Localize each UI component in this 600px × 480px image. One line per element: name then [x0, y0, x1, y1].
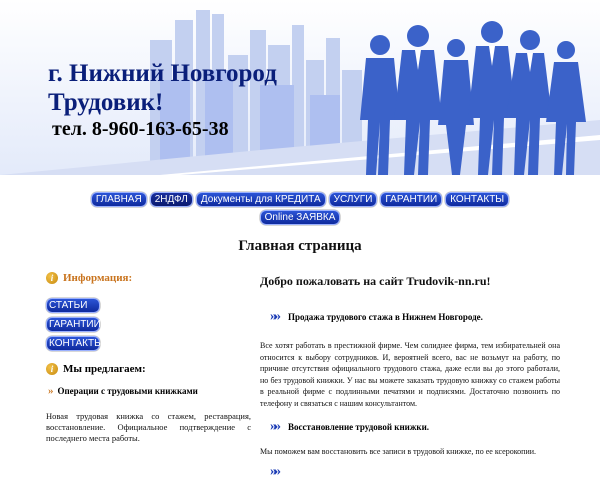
nav-credit-docs-button[interactable]: Документы для КРЕДИТА — [196, 192, 326, 207]
info-icon: i — [46, 363, 58, 375]
page-title: Главная страница — [238, 238, 362, 254]
sidebar-articles-button[interactable]: СТАТЬИ — [46, 298, 100, 313]
nav-contacts-button[interactable]: КОНТАКТЫ — [445, 192, 509, 207]
service-item-experience-label: Продажа трудового стажа в Нижнем Новгороде. — [288, 312, 483, 322]
service-experience-text: Все хотят работать в престижной фирме. Чем солиднее фирма, тем избирательней она относится к выбору сотрудников. И, вероятней всего, вас не возьмут на работу, по причине отсутствия официального трудового стажа, даже если вы до этого работали, но без трудовой книжки. У нас вы можете заказать трудовую книжку со стажем работы в реальной фирме с подлинными печатями и подписями. Достаточно позвонить по телефону и связаться с нашим консультантом. — [260, 341, 560, 408]
double-chevron-right-icon: »» — [270, 464, 278, 479]
sidebar-contacts-button[interactable]: КОНТАКТЫ — [46, 336, 100, 351]
nav-guarantees-button[interactable]: ГАРАНТИИ — [380, 192, 442, 207]
city-title: г. Нижний Новгород — [48, 60, 277, 87]
phone-number: тел. 8-960-163-65-38 — [52, 118, 229, 140]
nav-home-button[interactable]: ГЛАВНАЯ — [91, 192, 147, 207]
main-content — [260, 274, 560, 480]
info-section-heading — [46, 272, 251, 284]
nav-row-primary — [0, 192, 600, 207]
service-item-experience — [270, 309, 560, 325]
left-sidebar — [46, 272, 251, 444]
service-item-restoration-label: Восстановление трудовой книжки. — [288, 422, 430, 432]
nav-row-secondary — [0, 210, 600, 225]
header-banner — [0, 0, 600, 175]
nav-services-button[interactable]: УСЛУГИ — [329, 192, 378, 207]
offer-item-link[interactable] — [46, 385, 251, 397]
service-item-next — [270, 464, 560, 480]
service-item-restoration — [270, 419, 560, 435]
main-navigation — [0, 192, 600, 228]
double-chevron-right-icon: »» — [270, 419, 278, 434]
offer-item-label: Операции с трудовыми книжками — [57, 386, 198, 396]
nav-2ndfl-button[interactable]: 2НДФЛ — [150, 192, 193, 207]
chevron-right-icon: » — [48, 385, 54, 397]
info-icon: i — [46, 272, 58, 284]
offer-heading-label: Мы предлагаем: — [63, 363, 146, 375]
brand-title: Трудовик! — [48, 89, 164, 116]
welcome-heading: Добро пожаловать на сайт Trudovik-nn.ru! — [260, 274, 491, 288]
nav-online-request-button[interactable]: Online ЗАЯВКА — [260, 210, 341, 225]
sidebar-guarantees-button[interactable]: ГАРАНТИИ — [46, 317, 100, 332]
offer-section-heading — [46, 363, 251, 375]
offer-description: Новая трудовая книжка со стажем, реставрация, восстановление. Официальное подтверждение с последнего места работы. — [46, 411, 251, 443]
info-heading-label: Информация: — [63, 272, 133, 284]
double-chevron-right-icon: »» — [270, 309, 278, 324]
service-restoration-text: Мы поможем вам восстановить все записи в трудовой книжке, по ее ксерокопии. — [260, 447, 537, 456]
